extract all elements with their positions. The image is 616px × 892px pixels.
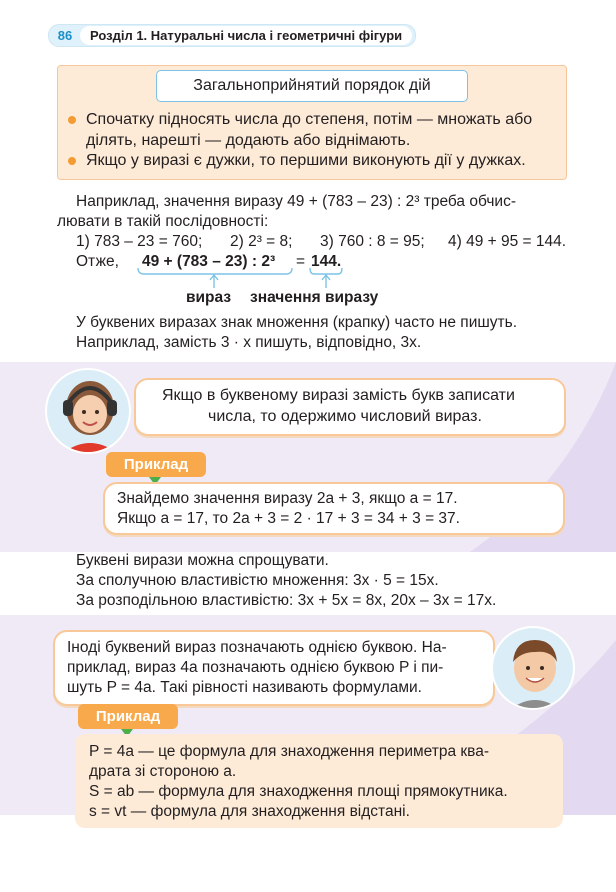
boy-avatar — [491, 626, 575, 710]
girl-bubble-line1: Якщо в буквеному виразі замість букв записати — [162, 387, 515, 404]
expression-value: 144. — [311, 253, 342, 270]
girl-face-icon — [47, 370, 131, 454]
rule-bullet1-line1: Спочатку підносять числа до степеня, потім — множать або — [86, 111, 533, 128]
example-line2: лювати в такій послідовності: — [57, 213, 269, 230]
rule-bullet2: Якщо у виразі є дужки, то першими виконують дії у дужках. — [86, 152, 526, 169]
chapter-title: Розділ 1. Натуральні числа і геометричні фігури — [80, 26, 412, 45]
bullet-icon — [68, 157, 76, 165]
boy-bubble-line3: шуть P = 4a. Такі рівності називають формулами. — [67, 679, 422, 696]
boy-bubble-line1: Іноді буквений вираз позначають однією буквою. На- — [67, 639, 447, 656]
equals-sign: = — [296, 253, 306, 270]
simplify-line2: За сполучною властивістю множення: 3x · 5 = 15x. — [76, 572, 439, 589]
boy-face-icon — [493, 628, 575, 710]
therefore-word: Отже, — [76, 253, 119, 270]
simplify-line3: За розподільною властивістю: 3x + 5x = 8x, 20x – 3x = 17x. — [76, 592, 497, 609]
bullet-icon — [68, 116, 76, 124]
example1-line1: Знайдемо значення виразу 2a + 3, якщо a = 17. — [117, 490, 458, 507]
example-label: Приклад — [106, 452, 206, 477]
example-line1: Наприклад, значення виразу 49 + (783 – 23) : 2³ треба обчис- — [76, 193, 516, 210]
example2-line2: драта зі стороною a. — [89, 763, 237, 780]
step-1: 1) 783 – 23 = 760; — [76, 233, 203, 250]
expression: 49 + (783 – 23) : 2³ — [142, 253, 276, 270]
page-number: 86 — [57, 28, 73, 43]
label-value: значення виразу — [250, 289, 379, 306]
rule-bullet1-line2: ділять, нарешті — додають або віднімають. — [86, 132, 411, 149]
girl-bubble-line2: числа, то одержимо числовий вираз. — [208, 408, 482, 425]
example2-line1: P = 4a — це формула для знаходження периметра ква- — [89, 743, 490, 760]
girl-avatar — [45, 368, 131, 454]
rule-title: Загальноприйнятий порядок дій — [156, 70, 468, 102]
step-4: 4) 49 + 95 = 144. — [448, 233, 567, 250]
mult-note-line2: Наприклад, замість 3 · x пишуть, відповідно, 3x. — [76, 334, 422, 351]
simplify-line1: Буквені вирази можна спрощувати. — [76, 552, 329, 569]
step-3: 3) 760 : 8 = 95; — [320, 233, 425, 250]
brace-arrows — [130, 266, 360, 290]
example1-line2: Якщо a = 17, то 2a + 3 = 2 · 17 + 3 = 34 + 3 = 37. — [117, 510, 460, 527]
example-label: Приклад — [78, 704, 178, 729]
example2-line3: S = ab — формула для знаходження площі прямокутника. — [89, 783, 508, 800]
example2-line4: s = vt — формула для знаходження відстані. — [89, 803, 410, 820]
step-2: 2) 2³ = 8; — [230, 233, 293, 250]
mult-note-line1: У буквених виразах знак множення (крапку) часто не пишуть. — [76, 314, 518, 331]
label-expression: вираз — [186, 289, 232, 306]
boy-bubble-line2: приклад, вираз 4a позначають однією буквою P і пи- — [67, 659, 444, 676]
